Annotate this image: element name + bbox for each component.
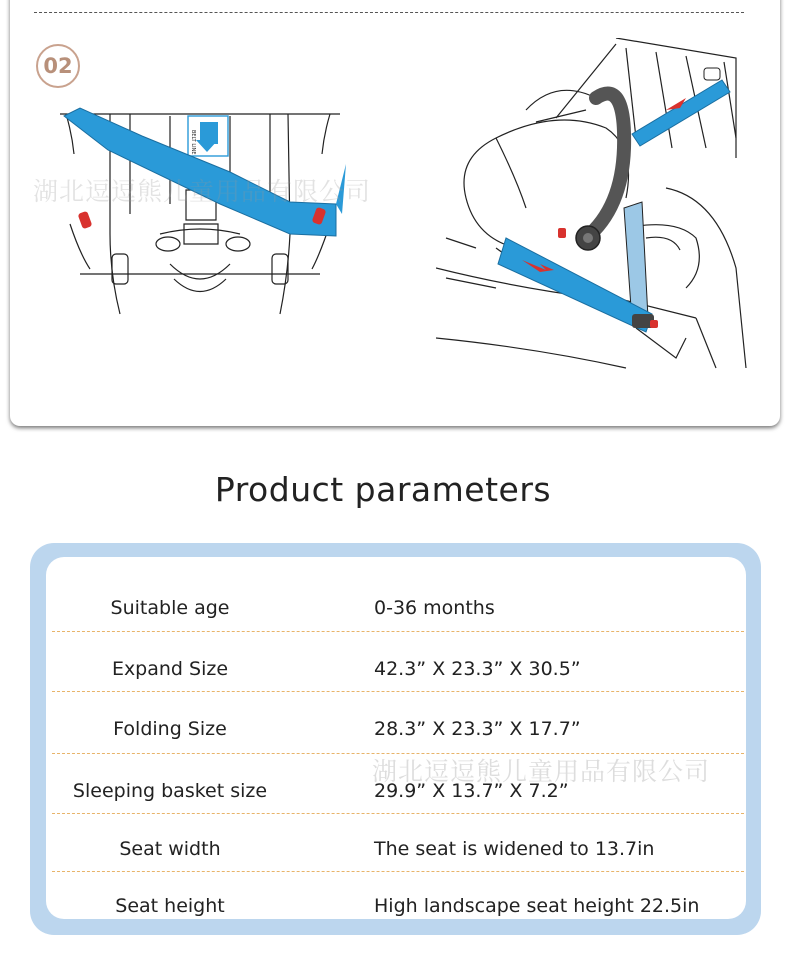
param-value: 0-36 months xyxy=(374,597,495,619)
param-label: Seat height xyxy=(115,895,225,917)
param-row-seat-height xyxy=(50,895,742,919)
param-row-folding-size xyxy=(50,718,742,758)
row-divider xyxy=(52,871,744,872)
param-value: 29.9” X 13.7” X 7.2” xyxy=(374,780,569,802)
parameters-table xyxy=(46,557,746,919)
step-number-badge xyxy=(36,44,80,88)
row-divider xyxy=(52,631,744,632)
watermark-table: 湖北逗逗熊儿童用品有限公司 xyxy=(372,757,711,786)
param-label: Suitable age xyxy=(110,597,230,619)
rear-seat-belt-illustration xyxy=(50,94,350,324)
row-divider xyxy=(52,691,744,692)
watermark-top: 湖北逗逗熊儿童用品有限公司 xyxy=(33,177,372,206)
top-dashed-divider xyxy=(34,12,744,13)
row-divider xyxy=(52,753,744,754)
param-label: Expand Size xyxy=(111,658,229,680)
installation-card xyxy=(10,0,780,426)
row-divider xyxy=(52,813,744,814)
param-value: The seat is widened to 13.7in xyxy=(374,838,655,860)
param-row-sleeping-basket-size xyxy=(50,780,742,820)
param-value: 28.3” X 23.3” X 17.7” xyxy=(374,718,581,740)
param-label: Sleeping basket size xyxy=(72,780,268,802)
step-number: 02 xyxy=(43,54,73,78)
param-label: Seat width xyxy=(119,838,221,860)
car-seat-installation-illustration xyxy=(436,38,756,374)
param-row-expand-size xyxy=(50,658,742,698)
parameters-panel xyxy=(30,543,761,935)
param-row-seat-width xyxy=(50,838,742,878)
section-title: Product parameters xyxy=(214,470,552,509)
param-value: 42.3” X 23.3” X 30.5” xyxy=(374,658,581,680)
param-value: High landscape seat height 22.5in xyxy=(374,895,700,917)
belt-label-text: BELT LINE xyxy=(190,130,196,155)
param-label: Folding Size xyxy=(113,718,227,740)
